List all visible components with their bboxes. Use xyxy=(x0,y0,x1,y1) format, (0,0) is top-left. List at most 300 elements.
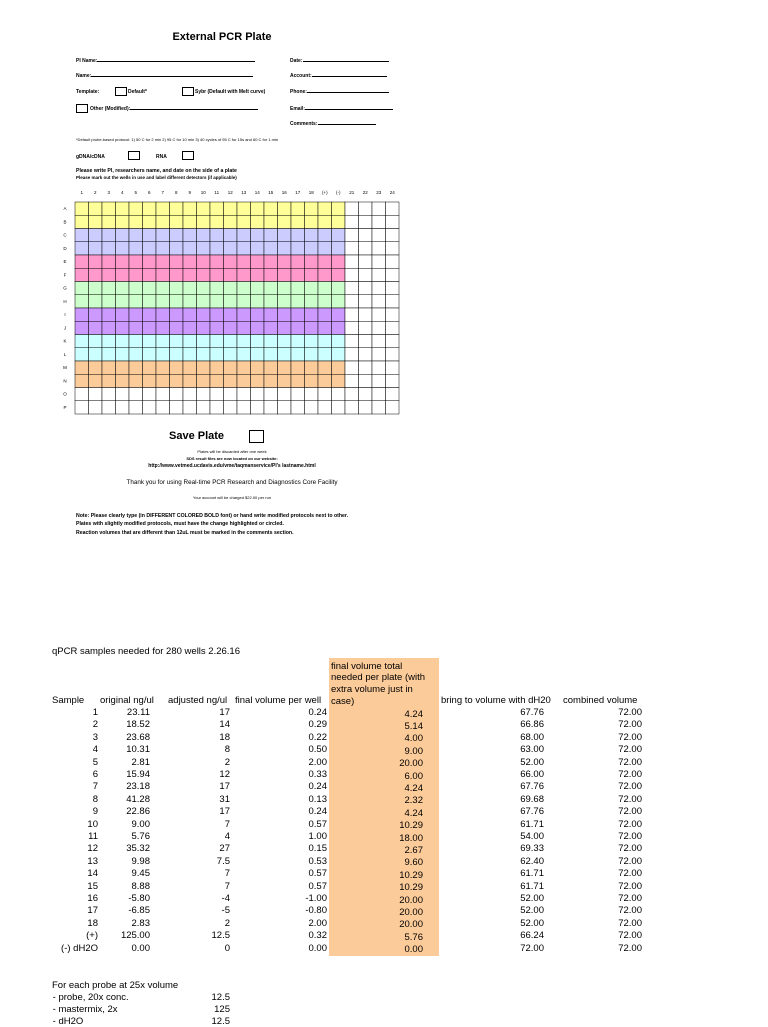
plate-well[interactable] xyxy=(359,255,373,268)
plate-well[interactable] xyxy=(197,255,211,268)
plate-well[interactable] xyxy=(210,282,224,295)
plate-well[interactable] xyxy=(386,242,400,255)
plate-well[interactable] xyxy=(210,388,224,401)
plate-well[interactable] xyxy=(386,361,400,374)
plate-well[interactable] xyxy=(75,229,89,242)
plate-well[interactable] xyxy=(251,295,265,308)
plate-well[interactable] xyxy=(318,268,332,281)
plate-well[interactable] xyxy=(224,401,238,414)
plate-well[interactable] xyxy=(197,374,211,387)
plate-well[interactable] xyxy=(197,295,211,308)
plate-well[interactable] xyxy=(359,295,373,308)
plate-well[interactable] xyxy=(116,215,130,228)
plate-well[interactable] xyxy=(386,348,400,361)
plate-well[interactable] xyxy=(102,295,116,308)
plate-well[interactable] xyxy=(210,401,224,414)
plate-well[interactable] xyxy=(129,282,143,295)
plate-well[interactable] xyxy=(278,321,292,334)
plate-well[interactable] xyxy=(332,308,346,321)
plate-well[interactable] xyxy=(345,388,359,401)
plate-well[interactable] xyxy=(305,255,319,268)
plate-well[interactable] xyxy=(251,335,265,348)
plate-well[interactable] xyxy=(345,374,359,387)
plate-well[interactable] xyxy=(305,295,319,308)
plate-well[interactable] xyxy=(75,348,89,361)
plate-well[interactable] xyxy=(237,374,251,387)
plate-well[interactable] xyxy=(156,229,170,242)
plate-well[interactable] xyxy=(170,242,184,255)
plate-well[interactable] xyxy=(278,295,292,308)
plate-well[interactable] xyxy=(89,361,103,374)
plate-well[interactable] xyxy=(305,308,319,321)
plate-well[interactable] xyxy=(89,229,103,242)
plate-well[interactable] xyxy=(318,282,332,295)
plate-well[interactable] xyxy=(143,215,157,228)
website-link[interactable]: http://www.vetmed.ucdavis.edu/vme/taqmanservice/PI's lastname.html xyxy=(148,463,316,469)
plate-well[interactable] xyxy=(278,335,292,348)
plate-well[interactable] xyxy=(197,321,211,334)
plate-well[interactable] xyxy=(89,321,103,334)
plate-well[interactable] xyxy=(89,308,103,321)
plate-well[interactable] xyxy=(264,388,278,401)
plate-well[interactable] xyxy=(386,229,400,242)
plate-well[interactable] xyxy=(318,374,332,387)
plate-well[interactable] xyxy=(237,215,251,228)
plate-well[interactable] xyxy=(332,401,346,414)
plate-well[interactable] xyxy=(224,255,238,268)
plate-well[interactable] xyxy=(116,268,130,281)
plate-well[interactable] xyxy=(102,348,116,361)
plate-well[interactable] xyxy=(305,374,319,387)
plate-well[interactable] xyxy=(386,215,400,228)
plate-well[interactable] xyxy=(75,268,89,281)
plate-well[interactable] xyxy=(224,388,238,401)
plate-well[interactable] xyxy=(170,388,184,401)
plate-well[interactable] xyxy=(116,401,130,414)
plate-well[interactable] xyxy=(237,361,251,374)
plate-well[interactable] xyxy=(129,229,143,242)
sybr-checkbox[interactable] xyxy=(182,87,194,96)
plate-well[interactable] xyxy=(251,361,265,374)
plate-well[interactable] xyxy=(359,308,373,321)
plate-well[interactable] xyxy=(156,215,170,228)
plate-well[interactable] xyxy=(291,202,305,215)
plate-well[interactable] xyxy=(129,202,143,215)
plate-well[interactable] xyxy=(129,308,143,321)
plate-well[interactable] xyxy=(75,308,89,321)
plate-well[interactable] xyxy=(345,215,359,228)
plate-well[interactable] xyxy=(332,202,346,215)
plate-well[interactable] xyxy=(359,282,373,295)
plate-well[interactable] xyxy=(116,321,130,334)
plate-well[interactable] xyxy=(291,374,305,387)
plate-well[interactable] xyxy=(318,308,332,321)
plate-well[interactable] xyxy=(278,374,292,387)
plate-well[interactable] xyxy=(305,335,319,348)
plate-well[interactable] xyxy=(332,268,346,281)
plate-well[interactable] xyxy=(183,335,197,348)
plate-well[interactable] xyxy=(143,308,157,321)
plate-well[interactable] xyxy=(291,348,305,361)
plate-well[interactable] xyxy=(210,229,224,242)
plate-well[interactable] xyxy=(305,348,319,361)
plate-well[interactable] xyxy=(359,361,373,374)
plate-well[interactable] xyxy=(386,308,400,321)
plate-well[interactable] xyxy=(89,295,103,308)
plate-well[interactable] xyxy=(251,388,265,401)
plate-well[interactable] xyxy=(345,202,359,215)
plate-well[interactable] xyxy=(102,229,116,242)
plate-well[interactable] xyxy=(318,388,332,401)
plate-well[interactable] xyxy=(264,255,278,268)
plate-well[interactable] xyxy=(156,268,170,281)
plate-well[interactable] xyxy=(102,374,116,387)
plate-well[interactable] xyxy=(278,388,292,401)
plate-well[interactable] xyxy=(156,374,170,387)
plate-well[interactable] xyxy=(210,361,224,374)
plate-well[interactable] xyxy=(170,361,184,374)
plate-well[interactable] xyxy=(278,229,292,242)
plate-well[interactable] xyxy=(224,321,238,334)
plate-well[interactable] xyxy=(183,268,197,281)
plate-well[interactable] xyxy=(372,202,386,215)
plate-well[interactable] xyxy=(305,268,319,281)
plate-well[interactable] xyxy=(197,308,211,321)
plate-well[interactable] xyxy=(210,321,224,334)
plate-well[interactable] xyxy=(291,242,305,255)
plate-well[interactable] xyxy=(264,242,278,255)
plate-well[interactable] xyxy=(318,295,332,308)
plate-well[interactable] xyxy=(264,335,278,348)
name-field[interactable] xyxy=(76,73,253,79)
plate-well[interactable] xyxy=(75,361,89,374)
plate-well[interactable] xyxy=(386,374,400,387)
plate-well[interactable] xyxy=(237,348,251,361)
plate-well[interactable] xyxy=(102,255,116,268)
plate-well[interactable] xyxy=(210,268,224,281)
plate-well[interactable] xyxy=(129,255,143,268)
plate-well[interactable] xyxy=(345,255,359,268)
plate-well[interactable] xyxy=(372,388,386,401)
plate-well[interactable] xyxy=(156,321,170,334)
plate-well[interactable] xyxy=(197,401,211,414)
plate-well[interactable] xyxy=(75,335,89,348)
plate-well[interactable] xyxy=(89,335,103,348)
plate-well[interactable] xyxy=(102,308,116,321)
plate-well[interactable] xyxy=(170,308,184,321)
plate-well[interactable] xyxy=(183,388,197,401)
plate-well[interactable] xyxy=(183,361,197,374)
plate-well[interactable] xyxy=(75,388,89,401)
plate-well[interactable] xyxy=(264,295,278,308)
email-field[interactable] xyxy=(290,106,393,112)
plate-well[interactable] xyxy=(278,308,292,321)
plate-well[interactable] xyxy=(210,348,224,361)
plate-well[interactable] xyxy=(210,335,224,348)
plate-well[interactable] xyxy=(116,202,130,215)
plate-well[interactable] xyxy=(345,295,359,308)
plate-well[interactable] xyxy=(116,295,130,308)
plate-well[interactable] xyxy=(102,202,116,215)
plate-well[interactable] xyxy=(170,335,184,348)
plate-well[interactable] xyxy=(89,374,103,387)
plate-well[interactable] xyxy=(251,242,265,255)
plate-well[interactable] xyxy=(264,308,278,321)
plate-well[interactable] xyxy=(237,308,251,321)
plate-well[interactable] xyxy=(129,348,143,361)
plate-well[interactable] xyxy=(75,374,89,387)
plate-well[interactable] xyxy=(386,321,400,334)
plate-well[interactable] xyxy=(102,401,116,414)
plate-well[interactable] xyxy=(237,282,251,295)
plate-well[interactable] xyxy=(332,335,346,348)
plate-well[interactable] xyxy=(305,361,319,374)
other-checkbox[interactable] xyxy=(76,104,88,113)
plate-well[interactable] xyxy=(251,308,265,321)
plate-well[interactable] xyxy=(156,295,170,308)
plate-well[interactable] xyxy=(318,229,332,242)
save-plate-checkbox[interactable] xyxy=(249,430,264,443)
plate-well[interactable] xyxy=(102,282,116,295)
plate-well[interactable] xyxy=(224,348,238,361)
plate-well[interactable] xyxy=(359,215,373,228)
plate-well[interactable] xyxy=(237,268,251,281)
plate-well[interactable] xyxy=(359,388,373,401)
plate-well[interactable] xyxy=(359,321,373,334)
plate-well[interactable] xyxy=(75,295,89,308)
plate-well[interactable] xyxy=(291,255,305,268)
plate-well[interactable] xyxy=(183,374,197,387)
plate-well[interactable] xyxy=(89,268,103,281)
plate-well[interactable] xyxy=(291,335,305,348)
plate-well[interactable] xyxy=(345,401,359,414)
plate-well[interactable] xyxy=(197,388,211,401)
plate-well[interactable] xyxy=(89,348,103,361)
plate-well[interactable] xyxy=(116,348,130,361)
plate-well[interactable] xyxy=(318,255,332,268)
plate-well[interactable] xyxy=(224,335,238,348)
plate-well[interactable] xyxy=(143,388,157,401)
plate-well[interactable] xyxy=(345,335,359,348)
plate-well[interactable] xyxy=(372,321,386,334)
plate-well[interactable] xyxy=(291,295,305,308)
plate-well[interactable] xyxy=(237,242,251,255)
plate-well[interactable] xyxy=(156,335,170,348)
plate-well[interactable] xyxy=(305,242,319,255)
plate-well[interactable] xyxy=(116,255,130,268)
plate-well[interactable] xyxy=(359,401,373,414)
plate-well[interactable] xyxy=(291,321,305,334)
plate-well[interactable] xyxy=(359,348,373,361)
plate-well[interactable] xyxy=(170,282,184,295)
pi-name-field[interactable] xyxy=(76,58,255,64)
plate-well[interactable] xyxy=(305,202,319,215)
plate-well[interactable] xyxy=(305,388,319,401)
plate-well[interactable] xyxy=(305,215,319,228)
gdna-checkbox[interactable] xyxy=(128,151,140,160)
plate-well[interactable] xyxy=(210,215,224,228)
plate-well[interactable] xyxy=(183,282,197,295)
plate-well[interactable] xyxy=(372,295,386,308)
plate-well[interactable] xyxy=(251,229,265,242)
plate-well[interactable] xyxy=(75,202,89,215)
plate-well[interactable] xyxy=(386,255,400,268)
plate-well[interactable] xyxy=(170,268,184,281)
plate-well[interactable] xyxy=(318,335,332,348)
plate-well[interactable] xyxy=(102,242,116,255)
plate-well[interactable] xyxy=(318,401,332,414)
plate-well[interactable] xyxy=(156,202,170,215)
plate-well[interactable] xyxy=(170,295,184,308)
plate-well[interactable] xyxy=(372,401,386,414)
plate-well[interactable] xyxy=(345,361,359,374)
plate-well[interactable] xyxy=(251,202,265,215)
plate-well[interactable] xyxy=(129,215,143,228)
plate-well[interactable] xyxy=(264,282,278,295)
plate-well[interactable] xyxy=(237,255,251,268)
plate-well[interactable] xyxy=(129,401,143,414)
plate-well[interactable] xyxy=(386,202,400,215)
plate-well[interactable] xyxy=(372,348,386,361)
plate-well[interactable] xyxy=(278,282,292,295)
plate-well[interactable] xyxy=(156,308,170,321)
plate-well[interactable] xyxy=(359,374,373,387)
plate-well[interactable] xyxy=(129,335,143,348)
plate-well[interactable] xyxy=(278,202,292,215)
plate-well[interactable] xyxy=(345,321,359,334)
plate-well[interactable] xyxy=(305,321,319,334)
plate-well[interactable] xyxy=(345,348,359,361)
plate-well[interactable] xyxy=(183,229,197,242)
plate-well[interactable] xyxy=(129,361,143,374)
comments-field[interactable] xyxy=(290,121,376,127)
plate-well[interactable] xyxy=(143,335,157,348)
plate-well[interactable] xyxy=(372,361,386,374)
plate-well[interactable] xyxy=(210,374,224,387)
plate-well[interactable] xyxy=(372,374,386,387)
plate-well[interactable] xyxy=(89,282,103,295)
plate-well[interactable] xyxy=(102,388,116,401)
plate-well[interactable] xyxy=(116,335,130,348)
plate-well[interactable] xyxy=(278,401,292,414)
plate-well[interactable] xyxy=(345,268,359,281)
plate-well[interactable] xyxy=(372,268,386,281)
plate-well[interactable] xyxy=(102,268,116,281)
plate-well[interactable] xyxy=(102,361,116,374)
plate-well[interactable] xyxy=(372,255,386,268)
plate-well[interactable] xyxy=(278,215,292,228)
plate-well[interactable] xyxy=(291,215,305,228)
plate-well[interactable] xyxy=(264,268,278,281)
plate-well[interactable] xyxy=(143,202,157,215)
plate-well[interactable] xyxy=(318,321,332,334)
plate-well[interactable] xyxy=(251,215,265,228)
plate-well[interactable] xyxy=(359,335,373,348)
plate-well[interactable] xyxy=(143,374,157,387)
plate-well[interactable] xyxy=(359,268,373,281)
plate-well[interactable] xyxy=(170,229,184,242)
default-checkbox[interactable] xyxy=(115,87,127,96)
plate-well[interactable] xyxy=(183,295,197,308)
plate-well[interactable] xyxy=(156,255,170,268)
plate-well[interactable] xyxy=(305,282,319,295)
plate-well[interactable] xyxy=(332,374,346,387)
plate-well[interactable] xyxy=(183,401,197,414)
plate-well[interactable] xyxy=(102,335,116,348)
plate-well[interactable] xyxy=(237,229,251,242)
plate-well[interactable] xyxy=(251,348,265,361)
plate-well[interactable] xyxy=(224,215,238,228)
plate-well[interactable] xyxy=(386,335,400,348)
plate-well[interactable] xyxy=(291,401,305,414)
plate-well[interactable] xyxy=(224,268,238,281)
plate-well[interactable] xyxy=(291,229,305,242)
plate-well[interactable] xyxy=(345,308,359,321)
plate-well[interactable] xyxy=(372,229,386,242)
plate-well[interactable] xyxy=(332,388,346,401)
plate-well[interactable] xyxy=(224,374,238,387)
plate-well[interactable] xyxy=(156,388,170,401)
plate-well[interactable] xyxy=(278,255,292,268)
plate-well[interactable] xyxy=(359,202,373,215)
plate-well[interactable] xyxy=(291,388,305,401)
plate-well[interactable] xyxy=(89,242,103,255)
plate-well[interactable] xyxy=(237,321,251,334)
plate-well[interactable] xyxy=(278,268,292,281)
plate-well[interactable] xyxy=(224,282,238,295)
plate-well[interactable] xyxy=(305,229,319,242)
plate-well[interactable] xyxy=(237,401,251,414)
plate-well[interactable] xyxy=(116,361,130,374)
plate-well[interactable] xyxy=(75,282,89,295)
plate-well[interactable] xyxy=(116,374,130,387)
plate-well[interactable] xyxy=(372,308,386,321)
plate-well[interactable] xyxy=(183,348,197,361)
plate-well[interactable] xyxy=(278,348,292,361)
plate-well[interactable] xyxy=(332,255,346,268)
plate-well[interactable] xyxy=(224,308,238,321)
plate-well[interactable] xyxy=(197,242,211,255)
plate-well[interactable] xyxy=(332,321,346,334)
plate-well[interactable] xyxy=(129,374,143,387)
plate-well[interactable] xyxy=(318,361,332,374)
plate-well[interactable] xyxy=(183,255,197,268)
plate-well[interactable] xyxy=(197,361,211,374)
plate-well[interactable] xyxy=(89,202,103,215)
plate-well[interactable] xyxy=(183,202,197,215)
date-field[interactable] xyxy=(290,58,389,64)
plate-well[interactable] xyxy=(386,282,400,295)
plate-well[interactable] xyxy=(143,242,157,255)
plate-well[interactable] xyxy=(156,282,170,295)
plate-well[interactable] xyxy=(210,295,224,308)
plate-well[interactable] xyxy=(102,321,116,334)
plate-well[interactable] xyxy=(332,215,346,228)
plate-well[interactable] xyxy=(291,361,305,374)
plate-well[interactable] xyxy=(264,215,278,228)
plate-well[interactable] xyxy=(102,215,116,228)
plate-well[interactable] xyxy=(278,361,292,374)
plate-well[interactable] xyxy=(251,401,265,414)
plate-well[interactable] xyxy=(75,242,89,255)
plate-well[interactable] xyxy=(210,242,224,255)
plate-well[interactable] xyxy=(156,401,170,414)
plate-well[interactable] xyxy=(224,361,238,374)
plate-well[interactable] xyxy=(251,321,265,334)
plate-well[interactable] xyxy=(291,268,305,281)
plate-well[interactable] xyxy=(345,242,359,255)
plate-well[interactable] xyxy=(170,215,184,228)
